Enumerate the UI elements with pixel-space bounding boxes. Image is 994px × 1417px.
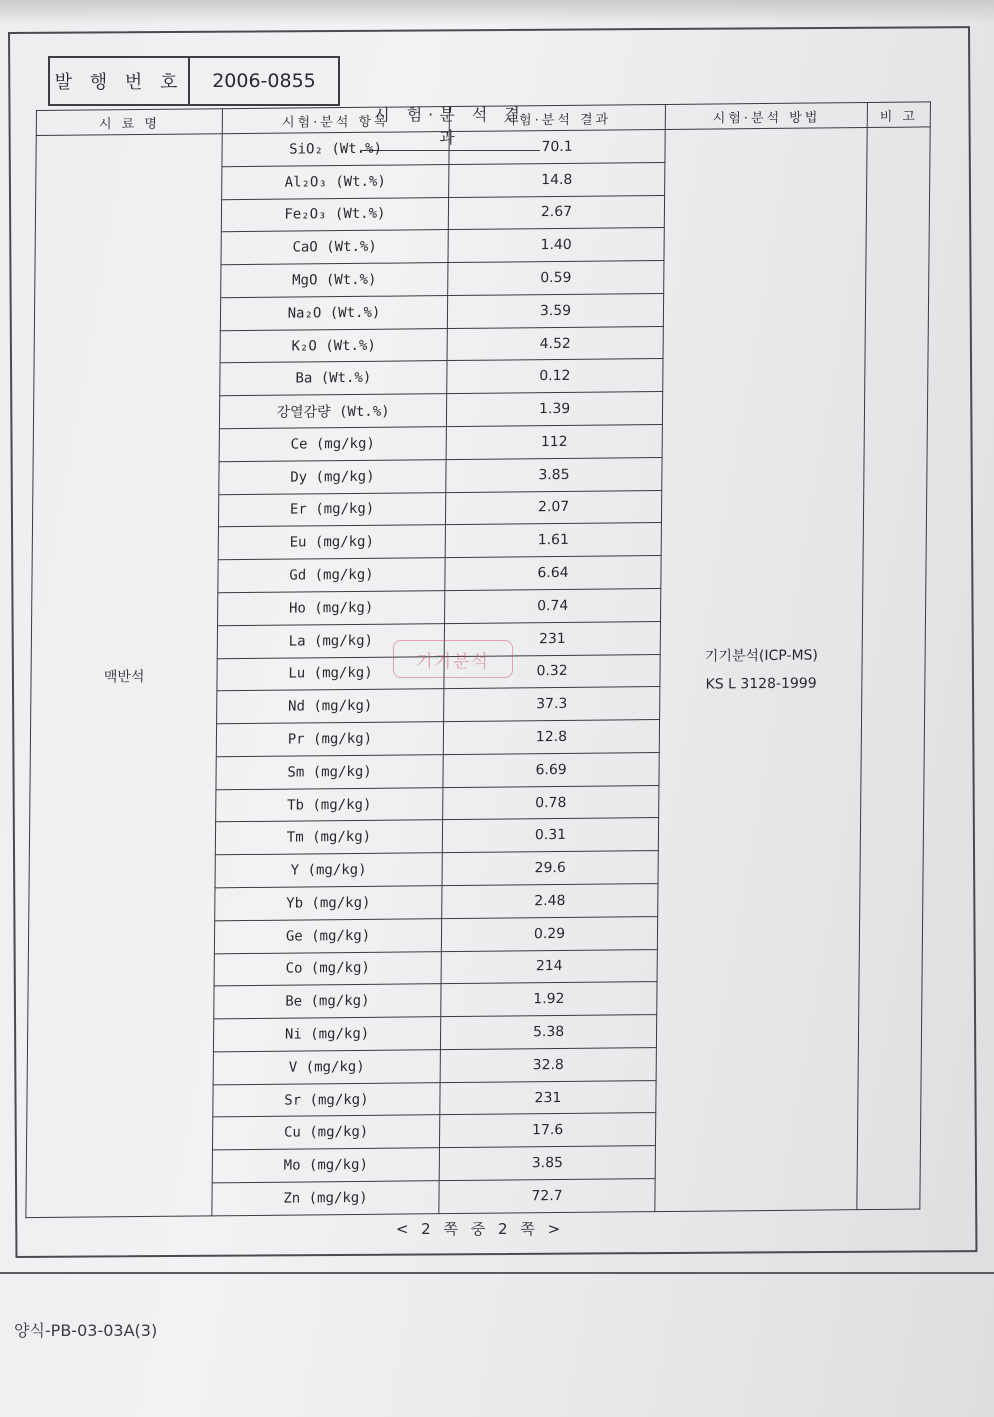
result-value-cell: 3.85 [439,1146,656,1181]
result-value-cell: 37.3 [443,687,660,722]
analysis-item-cell: Pr (mg/kg) [216,722,443,757]
result-value-cell: 12.8 [443,720,660,755]
analysis-item-cell: Sr (mg/kg) [213,1082,440,1117]
form-code: 양식-PB-03-03A(3) [14,1321,158,1340]
method-line-1: 기기분석(ICP-MS) [704,647,818,665]
analysis-item-cell: Co (mg/kg) [214,951,441,986]
result-value-cell: 2.67 [448,195,665,230]
result-value-cell: 0.12 [446,359,663,394]
method-line-2: KS L 3128-1999 [705,675,817,693]
result-value-cell: 0.31 [442,818,659,853]
result-value-cell: 17.6 [439,1113,656,1148]
bottom-rule [0,1272,994,1274]
analysis-item-cell: Dy (mg/kg) [219,459,446,494]
analysis-item-cell: La (mg/kg) [217,623,444,658]
result-value-cell: 214 [441,949,658,984]
result-value-cell: 6.64 [445,556,662,591]
result-value-cell: 0.32 [444,654,661,689]
result-value-cell: 0.74 [444,588,661,623]
header-method: 시험·분석 방법 [665,103,867,130]
analysis-item-cell: Tb (mg/kg) [216,787,443,822]
analysis-item-cell: Gd (mg/kg) [218,558,445,593]
sample-name-cell: 맥반석 [26,134,223,1218]
issue-number-label: 발 행 번 호 [50,58,190,104]
result-value-cell: 112 [446,425,663,460]
result-value-cell: 1.61 [445,523,662,558]
analysis-item-cell: Zn (mg/kg) [212,1181,439,1216]
analysis-item-cell: Na₂O (Wt.%) [221,295,448,330]
result-value-cell: 3.59 [447,293,664,328]
analysis-item-cell: Sm (mg/kg) [216,754,443,789]
analysis-item-cell: Y (mg/kg) [215,853,442,888]
analysis-item-cell: K₂O (Wt.%) [220,328,447,363]
result-value-cell: 1.39 [446,392,663,427]
analysis-item-cell: 강열감량 (Wt.%) [220,394,447,429]
result-value-cell: 5.38 [440,1015,657,1050]
note-cell [857,127,930,1210]
result-value-cell: 2.48 [441,884,658,919]
analysis-item-cell: Er (mg/kg) [219,492,446,527]
analysis-item-cell: SiO₂ (Wt.%) [222,132,449,167]
header-result: 시험·분석 결과 [449,104,666,131]
analysis-item-cell: Al₂O₃ (Wt.%) [222,164,449,199]
document-title: 시 험·분 석 결 과 [360,102,540,151]
result-value-cell: 1.40 [448,228,665,263]
result-value-cell: 70.1 [449,129,666,164]
issue-number-box [48,56,340,106]
analysis-item-cell: Tm (mg/kg) [216,820,443,855]
header-note: 비 고 [867,102,930,128]
analysis-item-cell: Nd (mg/kg) [217,689,444,724]
result-value-cell: 3.85 [446,457,663,492]
analysis-item-cell: MgO (Wt.%) [221,263,448,298]
analysis-item-cell: Fe₂O₃ (Wt.%) [222,197,449,232]
analysis-item-cell: CaO (Wt.%) [221,230,448,265]
analysis-item-cell: Ce (mg/kg) [219,427,446,462]
result-value-cell: 72.7 [439,1179,656,1214]
analysis-item-cell: Ge (mg/kg) [215,918,442,953]
page-shadow [0,0,994,24]
analysis-item-cell: Cu (mg/kg) [213,1115,440,1150]
issue-number-value: 2006-0855 [212,70,316,92]
result-value-cell: 4.52 [447,326,664,361]
result-value-cell: 32.8 [440,1047,657,1082]
result-value-cell: 29.6 [442,851,659,886]
analysis-item-cell: Yb (mg/kg) [215,886,442,921]
analysis-item-cell: Lu (mg/kg) [217,656,444,691]
result-value-cell: 0.59 [447,261,664,296]
result-value-cell: 0.78 [442,785,659,820]
header-item: 시험·분석 항목 [222,107,449,134]
ink-stamp: 기기분석 [393,640,513,678]
analysis-item-cell: Ba (Wt.%) [220,361,447,396]
result-value-cell: 6.69 [443,752,660,787]
result-value-cell: 0.29 [441,916,658,951]
analysis-item-cell: Eu (mg/kg) [218,525,445,560]
analysis-item-cell: Ni (mg/kg) [214,1017,441,1052]
result-value-cell: 231 [444,621,661,656]
analysis-item-cell: Ho (mg/kg) [218,591,445,626]
header-sample-name: 시 료 명 [36,109,222,136]
result-value-cell: 14.8 [448,162,665,197]
analysis-item-cell: Mo (mg/kg) [212,1148,439,1183]
method-cell [655,128,867,1212]
page-indicator: < 2 쪽 중 2 쪽 > [395,1220,565,1238]
result-value-cell: 2.07 [445,490,662,525]
result-value-cell: 1.92 [441,982,658,1017]
result-value-cell: 231 [440,1080,657,1115]
analysis-item-cell: Be (mg/kg) [214,984,441,1019]
analysis-item-cell: V (mg/kg) [213,1050,440,1085]
